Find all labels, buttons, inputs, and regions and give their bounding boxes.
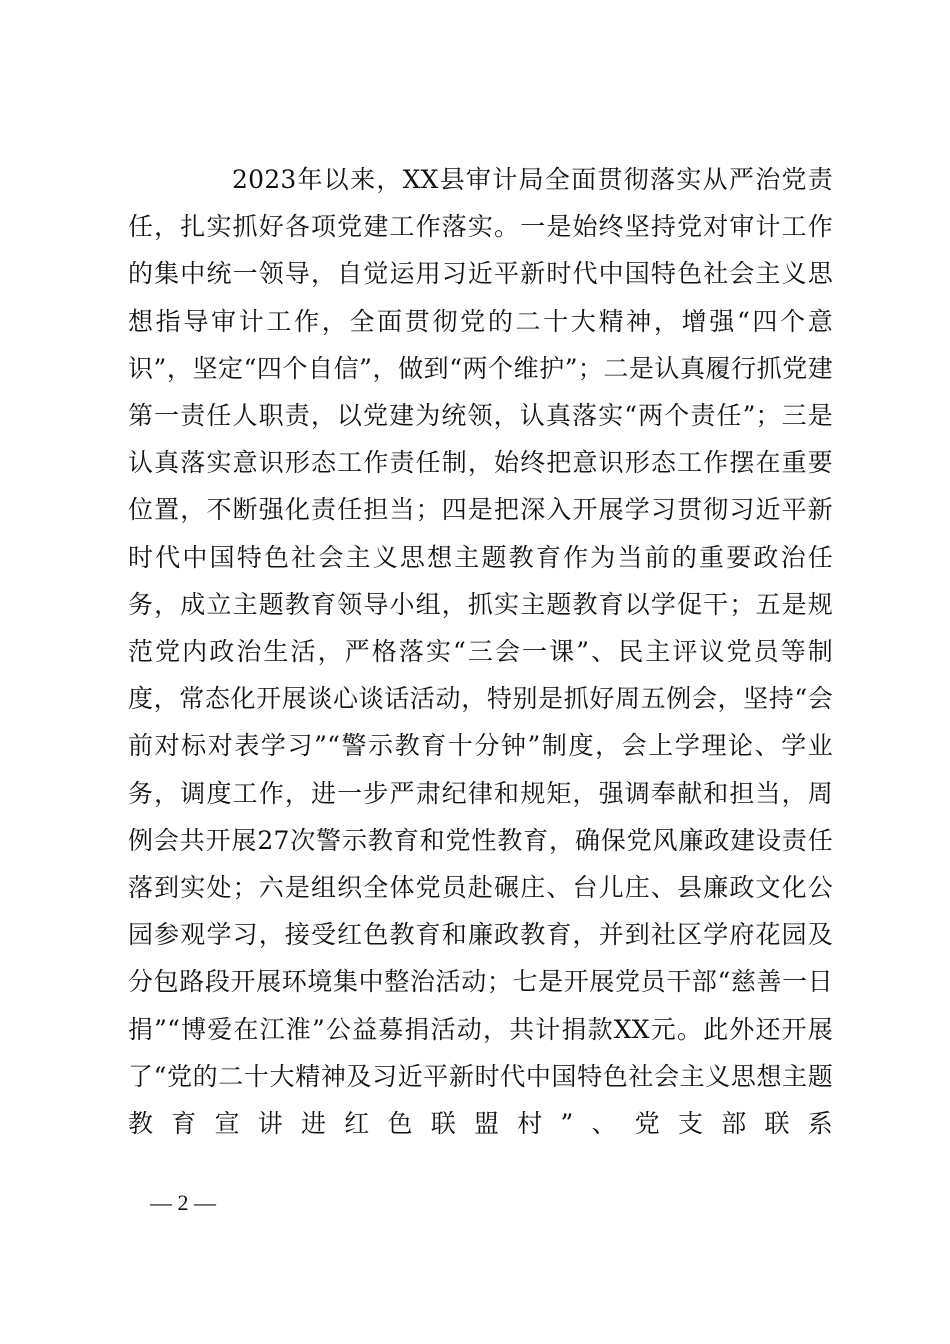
- page-number: — 2 —: [150, 1190, 216, 1215]
- body-paragraph: 2023年以来，XX县审计局全面贯彻落实从严治党责任，扎实抓好各项党建工作落实。一是始终坚持党对审计工作的集中统一领导，自觉运用习近平新时代中国特色社会主义思想指导审计工作，全面贯彻党的二十大精神，增强“四个意识”，坚定“四个自信”，做到“两个维护”；二是认真履行抓党建第一责任人职责，以党建为统领，认真落实“两个责任”；三是认真落实意识形态工作责任制，始终把意识形态工作摆在重要位置，不断强化责任担当；四是把深入开展学习贯彻习近平新时代中国特色社会主义思想主题教育作为当前的重要政治任务，成立主题教育领导小组，抓实主题教育以学促干；五是规范党内政治生活，严格落实“三会一课”、民主评议党员等制度，常态化开展谈心谈话活动，特别是抓好周五例会，坚持“会前对标对表学习”“警示教育十分钟”制度，会上学理论、学业务，调度工作，进一步严肃纪律和规矩，强调奉献和担当，周例会共开展27次警示教育和党性教育，确保党风廉政建设责任落到实处；六是组织全体党员赴碾庄、台儿庄、县廉政文化公园参观学习，接受红色教育和廉政教育，并到社区学府花园及分包路段开展环境集中整治活动；七是开展党员干部“慈善一日捐”“博爱在江淮”公益募捐活动，共计捐款XX元。此外还开展了“党的二十大精神及习近平新时代中国特色社会主义思想主题教育宣讲进红色联盟村”、党支部联系: [128, 165, 833, 1139]
